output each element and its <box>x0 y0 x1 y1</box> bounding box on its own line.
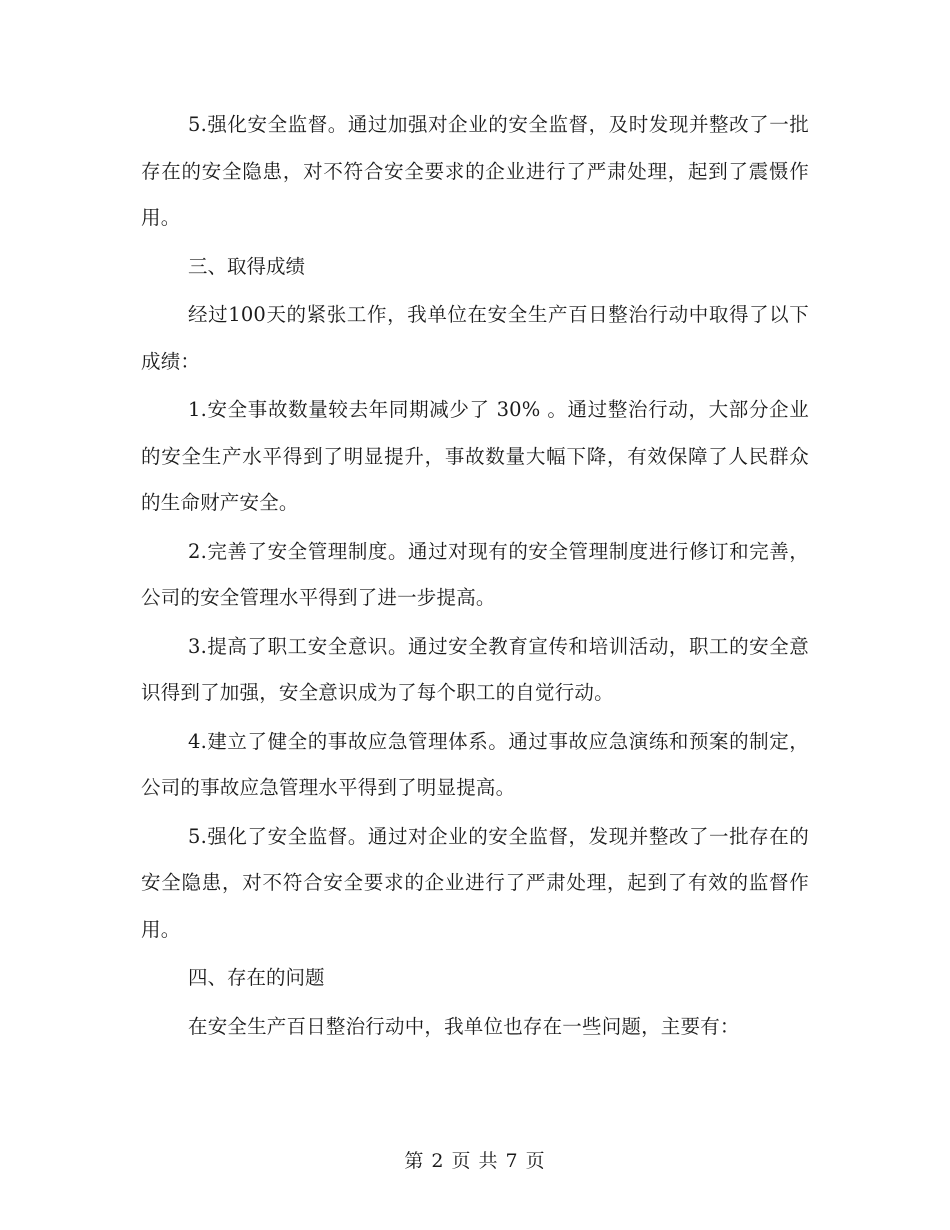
paragraph-achievement-5: 5.强化了安全监督。通过对企业的安全监督，发现并整改了一批存在的安全隐患，对不符合安全要求的企业进行了严肃处理，起到了有效的监督作用。 <box>141 824 809 941</box>
paragraph-achievement-2: 2.完善了安全管理制度。通过对现有的安全管理制度进行修订和完善，公司的安全管理水平得到了进一步提高。 <box>141 539 809 609</box>
paragraph-achievement-4: 4.建立了健全的事故应急管理体系。通过事故应急演练和预案的制定，公司的事故应急管理水平得到了明显提高。 <box>141 729 809 799</box>
section-heading-problems: 四、存在的问题 <box>188 966 325 989</box>
paragraph-problems-intro: 在安全生产百日整治行动中，我单位也存在一些问题，主要有： <box>188 1014 740 1038</box>
paragraph-achievement-3: 3.提高了职工安全意识。通过安全教育宣传和培训活动，职工的安全意识得到了加强，安全意识成为了每个职工的自觉行动。 <box>141 634 809 704</box>
section-heading-achievements: 三、取得成绩 <box>188 254 306 278</box>
document-body <box>141 102 809 1052</box>
paragraph-achievement-1: 1.安全事故数量较去年同期减少了 30% 。通过整治行动，大部分企业的安全生产水平得到了明显提升，事故数量大幅下降，有效保障了人民群众的生命财产安全。 <box>141 398 809 514</box>
paragraph-intro-achievements: 经过100天的紧张工作，我单位在安全生产百日整治行动中取得了以下成绩： <box>141 303 809 373</box>
paragraph-item-5-supervision: 5.强化安全监督。通过加强对企业的安全监督，及时发现并整改了一批存在的安全隐患，对不符合安全要求的企业进行了严肃处理，起到了震慑作用。 <box>141 113 809 229</box>
page-number-footer: 第 2 页 共 7 页 <box>404 1150 546 1172</box>
